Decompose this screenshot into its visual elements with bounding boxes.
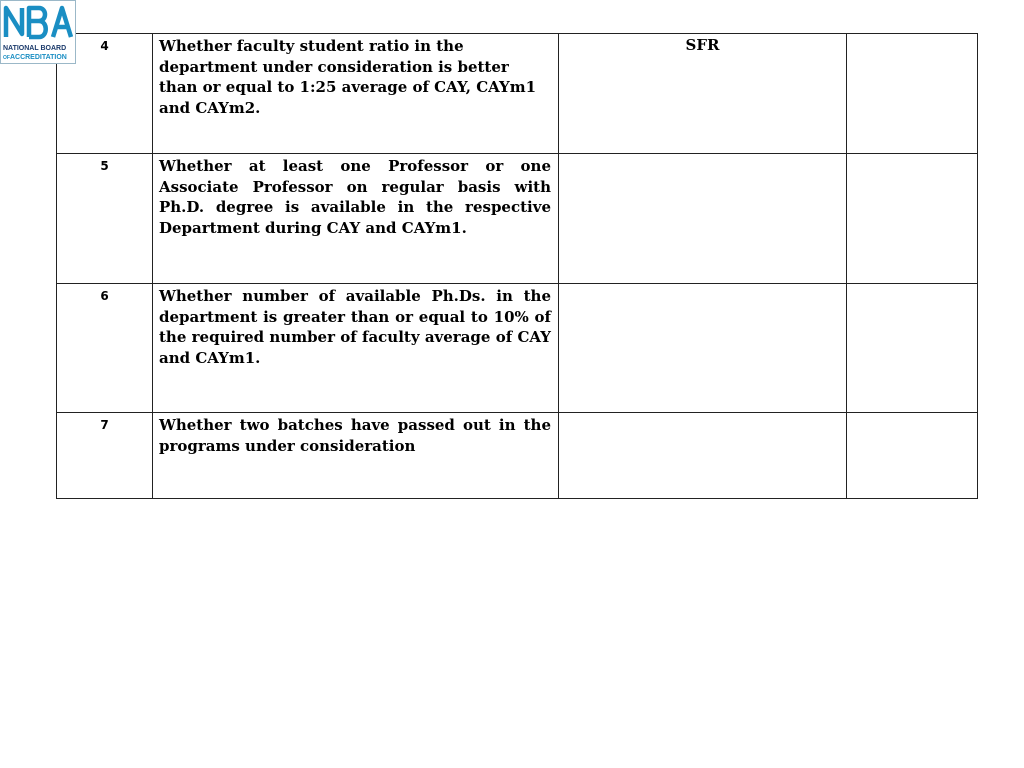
value-cell: [559, 154, 847, 284]
remarks-cell: [847, 34, 978, 154]
serial-number-cell: 6: [57, 284, 153, 413]
serial-number-cell: 4: [57, 34, 153, 154]
table-row: [57, 154, 978, 284]
criterion-description-cell: Whether at least one Professor or one Associate Professor on regular basis with Ph.D. degree is available in the respective Department during CAY and CAYm1.: [153, 154, 559, 284]
nba-logo-mark: [1, 1, 75, 63]
logo-text-line1: NATIONAL BOARD: [3, 45, 67, 52]
criterion-description-cell: Whether two batches have passed out in the programs under consideration: [153, 413, 559, 499]
value-cell: [559, 284, 847, 413]
nba-logo: [0, 0, 76, 64]
serial-number-cell: 7: [57, 413, 153, 499]
criteria-table: [56, 33, 978, 499]
remarks-cell: [847, 413, 978, 499]
logo-text-line2: OFACCREDITATION: [3, 54, 67, 61]
table-row: [57, 34, 978, 154]
value-cell: SFR: [559, 34, 847, 154]
table-row: [57, 413, 978, 499]
criterion-description-cell: Whether faculty student ratio in the department under consideration is better than or equal to 1:25 average of CAY, CAYm1 and CAYm2.: [153, 34, 559, 154]
table-row: [57, 284, 978, 413]
serial-number-cell: 5: [57, 154, 153, 284]
criterion-description-cell: Whether number of available Ph.Ds. in the department is greater than or equal to 10% of the required number of faculty average of CAY and CAYm1.: [153, 284, 559, 413]
remarks-cell: [847, 154, 978, 284]
remarks-cell: [847, 284, 978, 413]
value-cell: [559, 413, 847, 499]
